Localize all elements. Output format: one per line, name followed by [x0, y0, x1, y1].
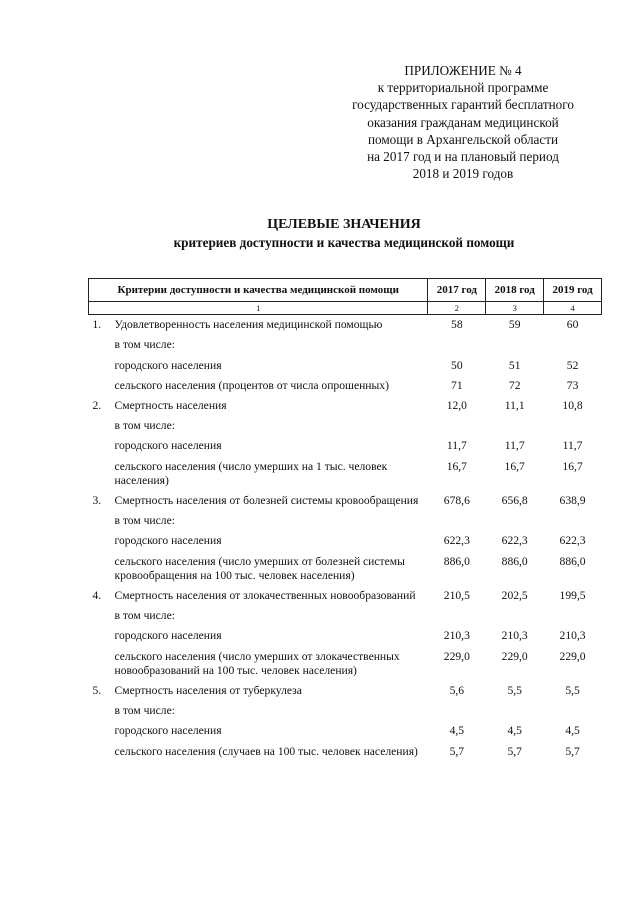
- urban-value: 210,3: [559, 629, 586, 643]
- urban-value: 210,3: [501, 629, 528, 643]
- urban-value: 210,3: [443, 629, 470, 643]
- urban-value: 622,3: [501, 534, 528, 548]
- header-2018: 2018 год: [486, 279, 544, 302]
- criterion-name: Смертность населения от туберкулеза: [114, 684, 302, 698]
- criterion-label: [89, 315, 428, 336]
- rural-row: [89, 457, 602, 491]
- col-number: 2: [428, 302, 486, 315]
- col-number: 4: [544, 302, 602, 315]
- criteria-body: [89, 315, 602, 762]
- criterion-value: 60: [566, 318, 579, 332]
- table-header-row: [89, 279, 602, 302]
- empty-cell: [486, 511, 544, 531]
- rural-value: 886,0: [443, 554, 470, 568]
- column-number-row: [89, 302, 602, 315]
- rural-value: 229,0: [501, 649, 528, 663]
- empty-cell: [428, 511, 486, 531]
- criterion-value: 59: [508, 318, 521, 332]
- rural-value: 16,7: [562, 459, 583, 473]
- header-2017: 2017 год: [428, 279, 486, 302]
- header-criteria: Критерии доступности и качества медицинской помощи: [89, 279, 428, 302]
- appendix-line: оказания гражданам медицинской: [367, 114, 559, 130]
- urban-value: 622,3: [443, 534, 470, 548]
- urban-value: 52: [566, 358, 579, 372]
- rural-label: сельского населения (процентов от числа опрошенных): [114, 378, 389, 392]
- rural-row: [89, 376, 602, 396]
- criterion-name: Смертность населения от злокачественных новообразований: [114, 589, 416, 603]
- rural-value: 73: [566, 378, 579, 392]
- rural-value: 5,7: [565, 744, 580, 758]
- appendix-line: 2018 и 2019 годов: [412, 166, 514, 182]
- criterion-value: 5,5: [565, 684, 580, 698]
- empty-cell: [428, 701, 486, 721]
- rural-row: [89, 647, 602, 681]
- rural-label: сельского населения (случаев на 100 тыс. человек населения): [114, 744, 418, 758]
- criterion-number: 4.: [92, 589, 102, 603]
- empty-cell: [428, 606, 486, 626]
- empty-cell: [428, 335, 486, 355]
- empty-cell: [428, 416, 486, 436]
- document-title: [88, 216, 600, 252]
- urban-value: 11,7: [446, 439, 467, 453]
- criterion-value: 199,5: [559, 589, 586, 603]
- urban-value: 4,5: [565, 724, 580, 738]
- rural-value: 886,0: [559, 554, 586, 568]
- urban-value: 11,7: [562, 439, 583, 453]
- urban-value: 51: [508, 358, 521, 372]
- in-number-label: в том числе:: [114, 338, 175, 352]
- criterion-row: [89, 681, 602, 701]
- appendix-line: к территориальной программе: [377, 80, 549, 96]
- appendix-line: на 2017 год и на плановый период: [367, 149, 559, 165]
- empty-cell: [486, 701, 544, 721]
- urban-value: 4,5: [507, 724, 522, 738]
- appendix-line: помощи в Архангельской области: [367, 131, 559, 147]
- title-sub: критериев доступности и качества медицинской помощи: [173, 235, 515, 250]
- urban-row: [89, 436, 602, 456]
- in-number-label: в том числе:: [114, 704, 175, 718]
- criterion-value: 12,0: [446, 399, 467, 413]
- in-number-row: [89, 606, 602, 626]
- empty-cell: [544, 606, 602, 626]
- urban-row: [89, 721, 602, 741]
- empty-cell: [544, 335, 602, 355]
- criteria-table: [88, 278, 602, 762]
- rural-value: 5,7: [507, 744, 522, 758]
- empty-cell: [544, 701, 602, 721]
- rural-row: [89, 742, 602, 762]
- in-number-label: в том числе:: [114, 514, 175, 528]
- rural-label: сельского населения (число умерших от болезней системы кровообращения на 100 тыс. человек населения): [114, 554, 405, 582]
- criterion-number: 1.: [92, 318, 102, 332]
- rural-value: 71: [451, 378, 463, 392]
- urban-row: [89, 626, 602, 646]
- criterion-name: Удовлетворенность населения медицинской помощью: [114, 318, 383, 332]
- criterion-row: [89, 491, 602, 511]
- appendix-line: ПРИЛОЖЕНИЕ № 4: [404, 63, 522, 78]
- criterion-value: 5,6: [449, 684, 465, 698]
- rural-label: сельского населения (число умерших на 1 тыс. человек населения): [114, 459, 388, 487]
- criterion-number: 2.: [92, 399, 102, 413]
- criterion-row: [89, 396, 602, 416]
- in-number-label: в том числе:: [114, 419, 175, 433]
- urban-label: городского населения: [114, 724, 222, 738]
- in-number-row: [89, 701, 602, 721]
- criterion-value: 678,6: [443, 494, 470, 508]
- criterion-label: [89, 396, 428, 416]
- in-number-row: [89, 335, 602, 355]
- rural-value: 886,0: [501, 554, 528, 568]
- criterion-value: 638,9: [559, 494, 586, 508]
- criterion-name: Смертность населения от болезней системы кровообращения: [114, 494, 419, 508]
- criterion-value: 5,5: [507, 684, 522, 698]
- criterion-row: [89, 586, 602, 606]
- rural-value: 229,0: [559, 649, 586, 663]
- criterion-number: 5.: [92, 684, 102, 698]
- urban-value: 4,5: [449, 724, 465, 738]
- criterion-value: 10,8: [562, 399, 583, 413]
- urban-label: городского населения: [114, 629, 222, 643]
- col-number: 1: [89, 302, 428, 315]
- rural-row: [89, 552, 602, 586]
- urban-label: городского населения: [114, 439, 222, 453]
- urban-row: [89, 531, 602, 551]
- col-number: 3: [486, 302, 544, 315]
- criterion-number: 3.: [92, 494, 102, 508]
- criterion-value: 58: [451, 318, 463, 332]
- criterion-name: Смертность населения: [114, 399, 227, 413]
- in-number-label: в том числе:: [114, 609, 175, 623]
- urban-label: городского населения: [114, 534, 222, 548]
- in-number-row: [89, 511, 602, 531]
- urban-label: городского населения: [114, 358, 222, 372]
- criterion-row: [89, 315, 602, 336]
- rural-value: 5,7: [449, 744, 465, 758]
- criterion-label: [89, 586, 428, 606]
- in-number-row: [89, 416, 602, 436]
- title-main: ЦЕЛЕВЫЕ ЗНАЧЕНИЯ: [267, 217, 421, 232]
- urban-value: 622,3: [559, 534, 586, 548]
- rural-value: 16,7: [446, 459, 467, 473]
- urban-value: 50: [451, 358, 463, 372]
- criterion-label: [89, 491, 428, 511]
- empty-cell: [486, 606, 544, 626]
- empty-cell: [486, 416, 544, 436]
- criterion-value: 656,8: [501, 494, 528, 508]
- empty-cell: [544, 511, 602, 531]
- urban-row: [89, 356, 602, 376]
- empty-cell: [486, 335, 544, 355]
- rural-label: сельского населения (число умерших от злокачественных новообразований на 100 тыс. человек населения): [114, 649, 400, 677]
- rural-value: 16,7: [504, 459, 525, 473]
- criterion-value: 11,1: [504, 399, 525, 413]
- empty-cell: [544, 416, 602, 436]
- header-2019: 2019 год: [544, 279, 602, 302]
- rural-value: 72: [508, 378, 521, 392]
- urban-value: 11,7: [504, 439, 525, 453]
- criterion-value: 210,5: [443, 589, 470, 603]
- criterion-value: 202,5: [501, 589, 528, 603]
- rural-value: 229,0: [443, 649, 470, 663]
- appendix-line: государственных гарантий бесплатного: [352, 97, 574, 113]
- criterion-label: [89, 681, 428, 701]
- appendix-header: [300, 62, 626, 182]
